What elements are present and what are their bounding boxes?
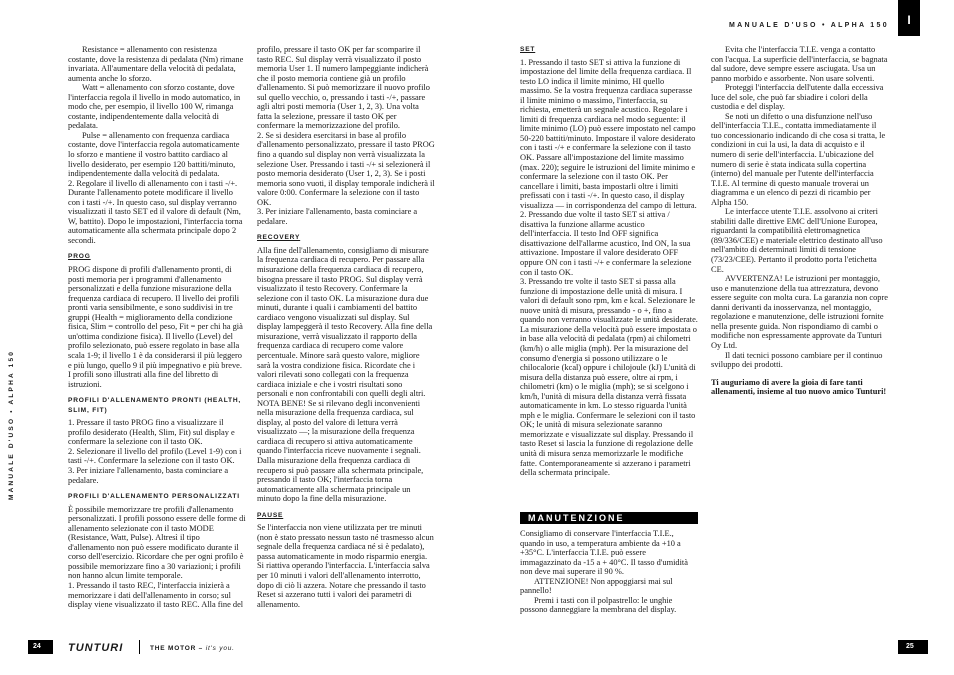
tagline: THE MOTOR – it's you. bbox=[150, 645, 235, 652]
logo-divider bbox=[139, 640, 140, 654]
column-3 bbox=[520, 45, 698, 478]
paragraph: 2. Pressando due volte il tasto SET si attiva / disattiva la funzione allarme acustico dell'interfaccia. Il testo Ind OFF significa disattivazione dell'allarme acustico, Ind ON, la sua attivazione. Impostare il valore desiderato OFF oppure ON con i tasti -/+ e confermare la selezione con il tasto OK. bbox=[520, 210, 692, 277]
paragraph: 1. Pressare il tasto PROG fino a visualizzare il profilo desiderato (Health, Slim, Fit) sul display e confermare la selezione con il tasto OK. bbox=[68, 418, 235, 447]
column-3-lower bbox=[520, 529, 698, 615]
paragraph: È possibile memorizzare tre profili d'allenamento personalizzati. I profili possono essere delle forme di allenamento selezionate con il tasto MODE (Resistance, Watt, Pulse). Altresì il tipo d'allenamento non può essere modificato durante il corso dell'esercizio. Ricordare che per ogni profilo è possibile memorizzare fino a 30 variazioni; i profili non hanno alcun limite temporale. bbox=[68, 504, 246, 581]
paragraph: Le interfacce utente T.I.E. assolvono ai criteri stabiliti dalle direttive EMC dell'Unione Europea, riguardanti la compatibilità elettromagnetica (89/336/CEE) e materiale elettrico destinato all'uso nell'ambito di determinati limiti di tensione (73/23/CEE). Pertanto il prodotto porta l'etichetta CE. bbox=[711, 207, 883, 274]
section-heading-personal-profiles: PROFILI D'ALLENAMENTO PERSONALIZZATI bbox=[68, 493, 240, 501]
section-heading-set: SET bbox=[520, 46, 536, 53]
running-header: MANUALE D'USO • ALPHA 150 bbox=[729, 22, 889, 29]
paragraph: Alla fine dell'allenamento, consigliamo di misurare la frequenza cardiaca di recupero. Per passare alla misurazione della frequenza cardiaca di recupero, bisogna pressare il tasto PROG. Sul display verrà visualizzato il testo Recovery. Confermare la selezione con il tasto OK. La misurazione dura due minuti, durante i quali i cambiamenti del battito cardiaco vengono visualizzati sul display. Sul display lampeggerà il testo Recovery. Alla fine della misurazione, verrà visualizzato il rapporto della frequenza cardiaca di recupero come valore percentuale. Minore sarà questo valore, migliore sarà la vostra condizione fisica. Ricordate che i valori rilevati sono collegati con la frequenza cardiaca iniziale e che i vostri risultati sono personali e non confrontabili con quelli degli altri. bbox=[257, 245, 433, 399]
paragraph: Se l'interfaccia non viene utilizzata per tre minuti (non è stato pressato nessun tasto né trasmesso alcun segnale della frequenza cardiaca né si è pedalato), passa automaticamente in modo risparmio energia. Si riattiva operando l'interfaccia. L'interfaccia salva per 10 minuti i valori dell'allenamento interrotto, dopo di ciò li azzera. Notare che pressando il tasto Reset si azzerano tutti i valori dei parametri di allenamento. bbox=[257, 523, 434, 609]
column-1 bbox=[68, 45, 246, 610]
paragraph: 1. Pressando il tasto REC, l'interfaccia inizierà a memorizzare i dati dell'allenamento in corso; sul display viene visualizzato il tasto REC. Alla fine del bbox=[68, 580, 244, 610]
closing-note: Ti auguriamo di avere la gioia di fare tanti allenamenti, insieme al tuo nuovo amico Tunturi! bbox=[711, 377, 887, 397]
paragraph: Resistance = allenamento con resistenza costante, dove la resistenza di pedalata (Nm) rimane invariata. All'aumentare della velocità di pedalata, aumenta anche lo sforzo. bbox=[68, 45, 244, 83]
paragraph: NOTA BENE! Se si rilevano degli inconvenienti nella misurazione della frequenza cardiaca, sul display, al posto del valore di lettura verrà visualizzato —; la misurazione della frequenza cardiaca di recupero si attiva automaticamente quando l'interfaccia riceve nuovamente i segnali. Dalla misurazione della frequenza cardiaca di recupero si può passare alla schermata principale, pressando il tasto OK; l'interfaccia torna automaticamente alla schermata principale un minuto dopo la fine della misurazione. bbox=[257, 398, 424, 504]
paragraph: ATTENZIONE! Non appoggiarsi mai sul pannello! bbox=[520, 576, 673, 596]
language-tab: I bbox=[898, 0, 920, 36]
section-heading-pause: PAUSE bbox=[257, 511, 284, 519]
paragraph: 1. Pressando il tasto SET si attiva la funzione di impostazione del limite della frequenza cardiaca. Il testo LO indica il limite minimo, HI quello massimo. Se la vostra frequenza cardiaca superasse il limite minimo o massimo, l'interfaccia, su richiesta, emetterà un segnale acustico. Regolare i limiti di frequenza cardiaca nel modo seguente: il limite minimo (LO) può essere impostato nel campo 50-220 battiti/minuto. Impostare il valore desiderato con i tasti -/+ e confermare la selezione con il tasto OK. Passare all'impostazione del limite massimo (max. 220); seguire le istruzioni del limite minimo e confermare la selezione con il tasto OK. Per cancellare i limiti, basta impostarli oltre i limiti prefissati con i tasti -/+. In questo caso, il display visualizza — in corrispondenza del campo di lettura. bbox=[520, 57, 697, 210]
column-4 bbox=[711, 45, 889, 397]
paragraph: Watt = allenamento con sforzo costante, dove l'interfaccia regola il livello in modo automatico, in modo che, per esempio, il livello 100 W, rimanga costante, indipendentemente dalla velocità di pedalata. bbox=[68, 83, 241, 131]
paragraph: 2. Selezionare il livello del profilo (Level 1-9) con i tasti -/+. Confermare la selezione con il tasto OK. bbox=[68, 446, 242, 466]
paragraph: PROG dispone di profili d'allenamento pronti, di posti memoria per i programmi d'allenamento personalizzati e della funzione misurazione della frequenza cardiaca di recupero. Il livello dei profili pronti varia sensibilmente, e sono suddivisi in tre gruppi (Health = miglioramento della condizione fisica, Slim = controllo del peso, Fit = per chi ha già un'ottima condizione fisica). Il livello (Level) del profilo selezionato, può essere regolato in base alla scala 1-9; il livello 1 è da considerarsi il più leggero e più lungo, quello 9 il più impegnativo e più breve. I profili sono illustrati alla fine del libretto di istruzioni. bbox=[68, 265, 243, 389]
paragraph: 2. Se si desidera esercitarsi in base al profilo d'allenamento personalizzato, pressare il tasto PROG fino a quando sul display non verrà visualizzata la selezione User. Pressando i tasti -/+ si selezionerà il posto memoria desiderato (User 1, 2, 3). Se i posti memoria sono vuoti, il display temporale indicherà il valore 0:00. Confermare la selezione con il tasto OK. bbox=[257, 130, 435, 207]
paragraph: Consigliamo di conservare l'interfaccia T.I.E., quando in uso, a temperatura ambiente da +10 a +35°C. L'interfaccia T.I.E. può essere immagazzinato da -15 a + 40°C. Il tasso d'umidità non deve mai superare il 90 %. bbox=[520, 529, 688, 577]
section-heading-ready-profiles: PROFILI D'ALLENAMENTO PRONTI (HEALTH, SLIM, FIT) bbox=[68, 397, 242, 414]
paragraph: Proteggi l'interfaccia dell'utente dalla eccessiva luce del sole, che può far sbiadire i colori della custodia e del display. bbox=[711, 83, 884, 112]
column-2 bbox=[257, 45, 435, 609]
paragraph: Evita che l'interfaccia T.I.E. venga a contatto con l'acqua. La superficie dell'interfaccia, se bagnata dal sudore, deve sempre essere asciugata. Usa un panno morbido e assorbente. Non usare solventi. bbox=[711, 45, 888, 83]
paragraph: Premi i tasti con il polpastrello: le unghie possono danneggiare la membrana del display. bbox=[520, 595, 677, 615]
page-number-right: 25 bbox=[906, 643, 914, 650]
section-heading-recovery: RECOVERY bbox=[257, 234, 301, 242]
section-heading-maintenance: MANUTENZIONE bbox=[520, 512, 698, 524]
paragraph: profilo, pressare il tasto OK per far scomparire il tasto REC. Sul display verrà visualizzato il posto memoria User 1. Il numero lampeggiante indicherà che il posto memoria contiene già un profilo d'allenamento. Si può memorizzare il nuovo profilo sul quello vecchio, o, pressando i tasti -/+, passare agli altri posti memoria (User 1, 2, 3). Una volta fatta la selezione, pressare il tasto OK per confermare la memorizzazione del profilo. bbox=[257, 45, 430, 131]
page-number-left: 24 bbox=[33, 643, 41, 650]
paragraph: 2. Regolare il livello di allenamento con i tasti -/+. Durante l'allenamento potete modificare il livello con i tasti -/+. In questo caso, sul display verranno visualizzati il tasto SET ed il valore di default (Nm, W, battito). Dopo le impostazioni, l'interfaccia torna automaticamente alla schermata principale dopo 2 secondi. bbox=[68, 178, 243, 245]
section-heading-prog: PROG bbox=[68, 253, 91, 261]
paragraph: 3. Pressando tre volte il tasto SET si passa alla funzione di impostazione delle unità di misura. I valori di default sono rpm, km e kcal. Selezionare le nuove unità di misura, pressando - o +, fino a quando non verranno visualizzate le unità desiderate. La misurazione della velocità può essere impostata o in base alla velocità di pedalata (rpm) ai chilometri (km/h) o alle miglia (mph). Per la misurazione del consumo d'energia si possono utilizzare o le chilocalorie (kcal) oppure i chilojoule (kJ) L'unità di misura della distanza può essere, oltre ai rpm, i chilometri (km) o le miglia (mph); se si scelgono i km/h, l'unità di misura della distanza verrà fissata automaticamente in km. Lo stesso riguarda l'unità mph e le miglia. Confermare le selezioni con il tasto OK; le unità di misura selezionate saranno memorizzate e visualizzate sul display. Pressando il tasto Reset si lascia la funzione di regolazione delle unità di misura senza memorizzarle le modifiche fatte. Contemporaneamente si azzerano i parametri della schermata principale. bbox=[520, 277, 698, 478]
paragraph: 3. Per iniziare l'allenamento, basta cominciare a pedalare. bbox=[257, 207, 418, 226]
side-title: MANUALE D'USO • ALPHA 150 bbox=[8, 349, 15, 500]
paragraph: Se noti un difetto o una disfunzione nell'uso dell'interfaccia T.I.E., contatta immediatamente il tuo concessionario indicando di che cosa si tratta, le condizioni in cui la usi, la data di acquisto e il numero di serie dell'interfaccia. L'ubicazione del numero di serie è stata indicata sulla copertina (interno) del manuale per l'utente dell'interfaccia T.I.E. Al termine di questo manuale troverai un diagramma e un elenco di pezzi di ricambio per Alpha 150. bbox=[711, 111, 886, 207]
paragraph: Il dati tecnici possono cambiare per il continuo sviluppo dei prodotti. bbox=[711, 350, 883, 370]
paragraph: Pulse = allenamento con frequenza cardiaca costante, dove l'interfaccia regola automaticamente lo sforzo e mantiene il vostro battito cardiaco al livello desiderato, per esempio 120 battiti/minuto, indipendentemente dalla velocità di pedalata. bbox=[68, 130, 240, 179]
paragraph: AVVERTENZA! Le istruzioni per montaggio, uso e manutenzione della tua attrezzatura, devono essere seguite con molta cura. La garanzia non copre danni derivanti da inosservanza, nel montaggio, regolazione e manutenzione, delle istruzioni fornite nella presente guida. Non rispondiamo di cambi o modifiche non espressamente approvate da Tunturi Oy Ltd. bbox=[711, 274, 888, 350]
paragraph: 3. Per iniziare l'allenamento, basta cominciare a pedalare. bbox=[68, 465, 229, 485]
brand-logo: TUNTURI bbox=[68, 642, 124, 654]
